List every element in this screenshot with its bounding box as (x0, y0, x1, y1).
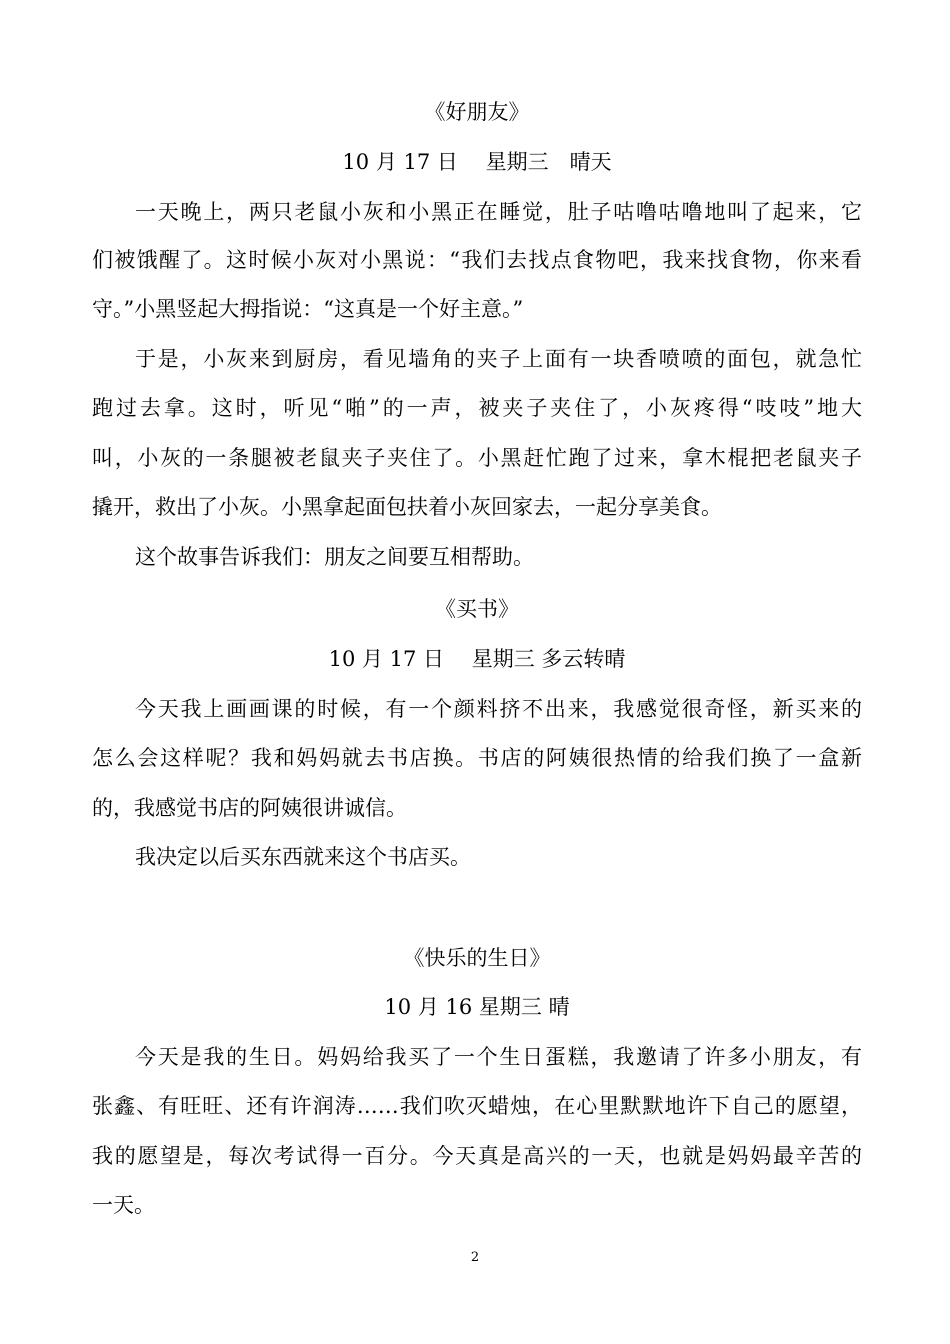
story-date: 10 月 17 日 星期三 多云转晴 (328, 647, 626, 671)
paragraph-line: 我决定以后买东西就来这个书店买。 (135, 845, 471, 869)
story-date: 10 月 16 星期三 晴 (384, 995, 570, 1019)
paragraph-line: 一天。 (92, 1193, 155, 1217)
paragraph-line: 撬开，救出了小灰。小黑拿起面包扶着小灰回家去，一起分享美食。 (92, 495, 722, 519)
story-title: 《快乐的生日》 (403, 946, 551, 970)
story-title: 《好朋友》 (424, 100, 530, 124)
paragraph-line: 今天我上画画课的时候，有一个颜料挤不出来，我感觉很奇怪，新买来的 (135, 697, 862, 721)
paragraph-line: 一天晚上，两只老鼠小灰和小黑正在睡觉，肚子咕噜咕噜地叫了起来，它 (135, 200, 862, 224)
page-number: 2 (470, 1250, 480, 1265)
story-date: 10 月 17 日 星期三 晴天 (342, 150, 612, 174)
paragraph-line: 们被饿醒了。这时候小灰对小黑说：“我们去找点食物吧，我来找食物，你来看 (92, 248, 862, 272)
paragraph-line: 守。”小黑竖起大拇指说：“这真是一个好主意。” (92, 297, 524, 321)
paragraph-line: 的，我感觉书店的阿姨很讲诚信。 (92, 796, 407, 820)
paragraph-line: 跑过去拿。这时，听见“啪”的一声，被夹子夹住了，小灰疼得“吱吱”地大 (92, 396, 862, 420)
paragraph-line: 叫，小灰的一条腿被老鼠夹子夹住了。小黑赶忙跑了过来，拿木棍把老鼠夹子 (92, 446, 862, 470)
paragraph-line: 今天是我的生日。妈妈给我买了一个生日蛋糕，我邀请了许多小朋友，有 (135, 1045, 862, 1069)
paragraph-line: 张鑫、有旺旺、还有许润涛……我们吹灭蜡烛，在心里默默地许下自己的愿望， (92, 1094, 862, 1118)
paragraph-line: 我的愿望是，每次考试得一百分。今天真是高兴的一天，也就是妈妈最辛苦的 (92, 1144, 862, 1168)
paragraph-line: 这个故事告诉我们：朋友之间要互相帮助。 (135, 545, 534, 569)
story-title: 《买书》 (435, 597, 519, 621)
paragraph-line: 怎么会这样呢？我和妈妈就去书店换。书店的阿姨很热情的给我们换了一盒新 (92, 746, 862, 770)
paragraph-line: 于是，小灰来到厨房，看见墙角的夹子上面有一块香喷喷的面包，就急忙 (135, 347, 862, 371)
